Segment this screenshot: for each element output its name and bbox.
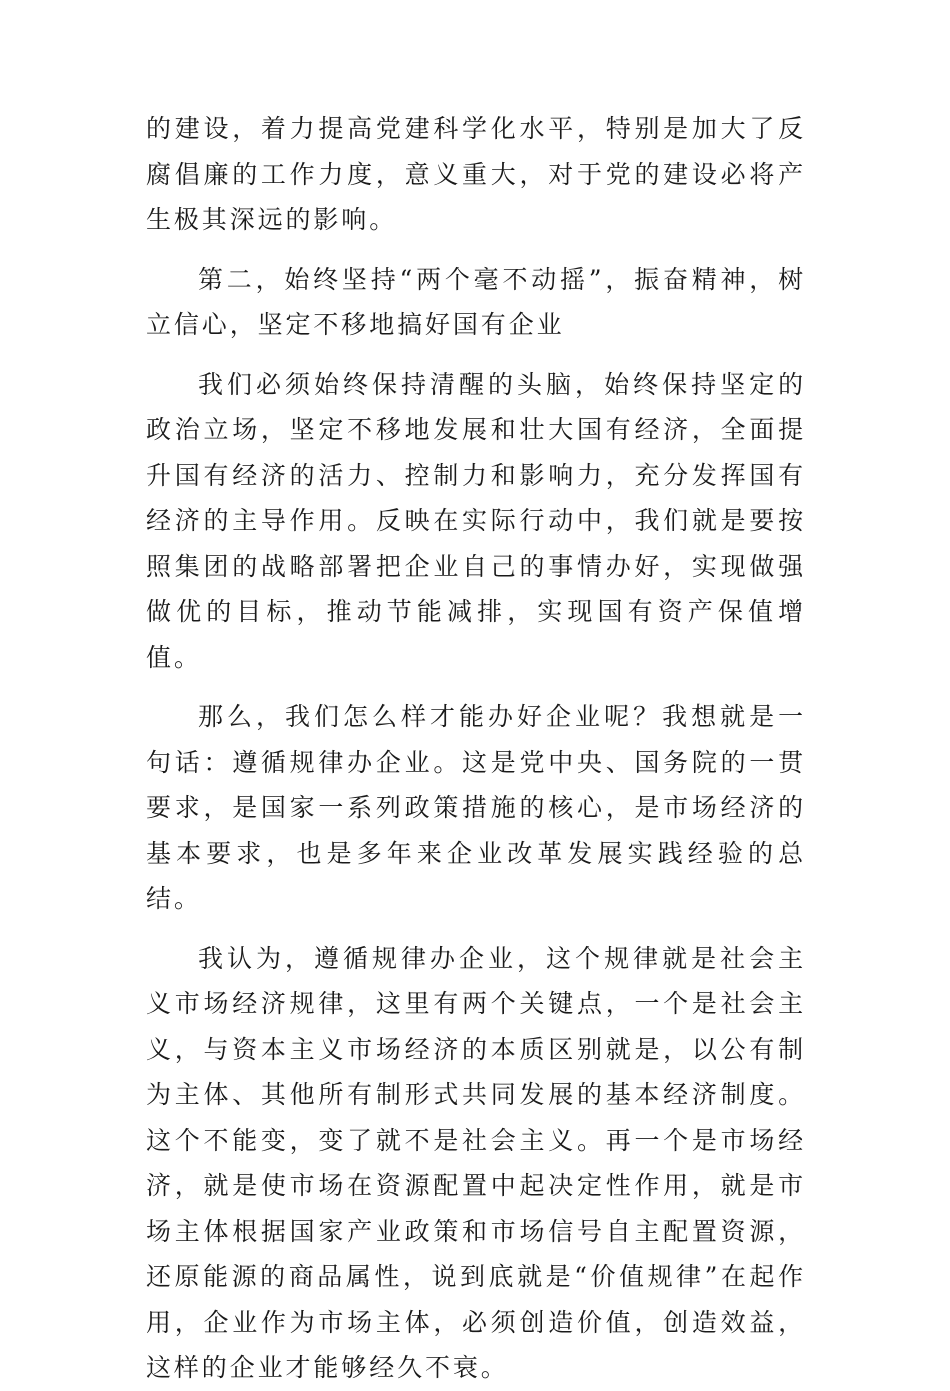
paragraph-state-economy: 我们必须始终保持清醒的头脑，始终保持坚定的政治立场，坚定不移地发展和壮大国有经济，全面提升国有经济的活力、控制力和影响力，充分发挥国有经济的主导作用。反映在实际行动中，我们就是要按照集团的战略部署把企业自己的事情办好，实现做强做优的目标，推动节能减排，实现国有资产保值增值。	[146, 369, 806, 672]
paragraph-follow-rules: 那么，我们怎么样才能办好企业呢？我想就是一句话：遵循规律办企业。这是党中央、国务院的一贯要求，是国家一系列政策措施的核心，是市场经济的基本要求，也是多年来企业改革发展实践经验的总结。	[146, 702, 806, 913]
document-page	[146, 106, 806, 1391]
section-heading-two: 第二，始终坚持“两个毫不动摇”，振奋精神，树立信心，坚定不移地搞好国有企业	[146, 264, 806, 339]
paragraph-continuation: 的建设，着力提高党建科学化水平，特别是加大了反腐倡廉的工作力度，意义重大，对于党的建设必将产生极其深远的影响。	[146, 114, 806, 234]
paragraph-market-economy: 我认为，遵循规律办企业，这个规律就是社会主义市场经济规律，这里有两个关键点，一个是社会主义，与资本主义市场经济的本质区别就是，以公有制为主体、其他所有制形式共同发展的基本经济制度。这个不能变，变了就不是社会主义。再一个是市场经济，就是使市场在资源配置中起决定性作用，就是市场主体根据国家产业政策和市场信号自主配置资源，还原能源的商品属性，说到底就是“价值规律”在起作用，企业作为市场主体，必须创造价值，创造效益，这样的企业才能够经久不衰。	[146, 943, 806, 1382]
